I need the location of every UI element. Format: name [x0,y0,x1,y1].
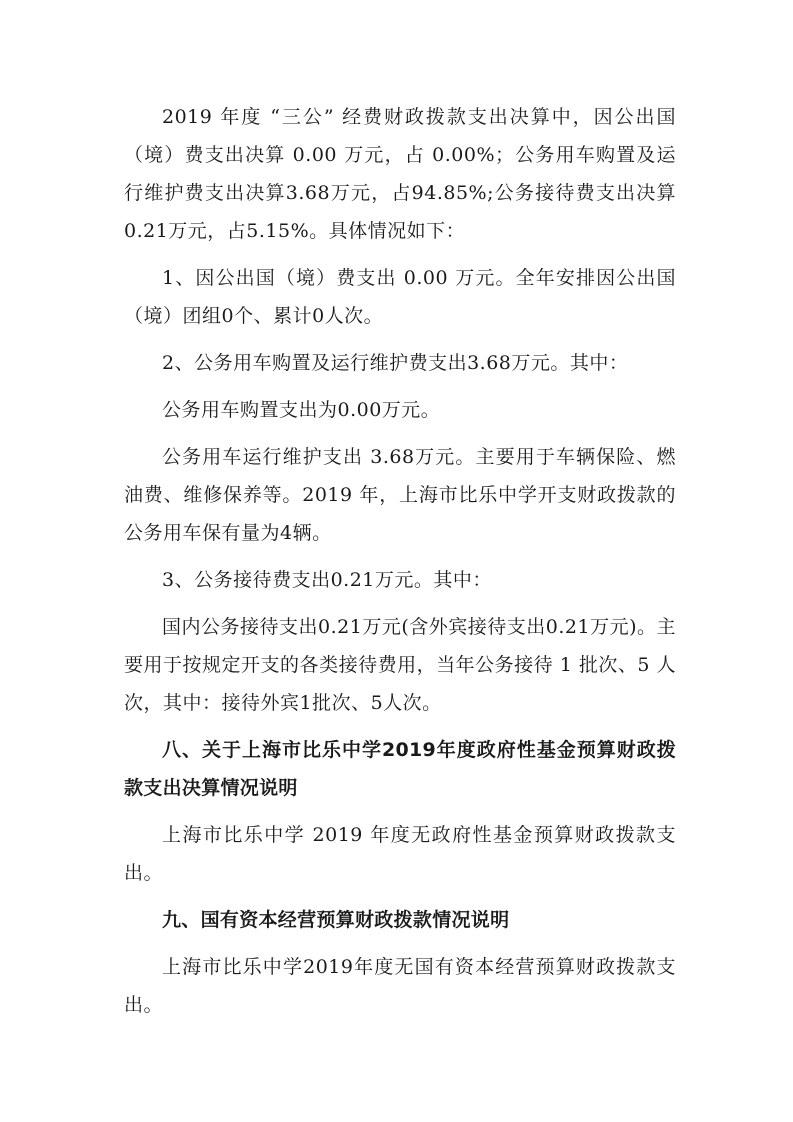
paragraph-vehicle-expenses: 2、公务用车购置及运行维护费支出3.68万元。其中： [162,352,629,374]
document-body [124,98,676,1033]
section-9-heading: 九、国有资本经营预算财政拨款情况说明 [162,909,510,931]
paragraph-vehicle-maintenance: 公务用车运行维护支出 3.68万元。主要用于车辆保险、燃油费、维修保养等。2019 年，上海市比乐中学开支财政拨款的公务用车保有量为4辆。 [124,446,676,544]
paragraph-vehicle-purchase: 公务用车购置支出为0.00万元。 [162,399,441,421]
paragraph-overseas-travel: 1、因公出国（境）费支出 0.00 万元。全年安排因公出国（境）团组0个、累计0人次。 [124,267,676,327]
paragraph-domestic-reception: 国内公务接待支出0.21万元(含外宾接待支出0.21万元)。主要用于按规定开支的各类接待费用，当年公务接待 1 批次、5 人次，其中：接待外宾1批次、5人次。 [124,616,676,714]
paragraph-reception-expenses: 3、公务接待费支出0.21万元。其中： [162,569,492,591]
section-9-body: 上海市比乐中学2019年度无国有资本经营预算财政拨款支出。 [124,956,676,1016]
section-8-heading: 八、关于上海市比乐中学2019年度政府性基金预算财政拨款支出决算情况说明 [124,739,676,799]
paragraph-three-public-expenses-summary: 2019 年度 “三公” 经费财政拨款支出决算中，因公出国（境）费支出决算 0.00 万元，占 0.00%；公务用车购置及运行维护费支出决算3.68万元，占94.85%;公务接待费支出决算0.21万元，占5.15%。具体情况如下： [124,106,676,242]
section-8-body: 上海市比乐中学 2019 年度无政府性基金预算财政拨款支出。 [124,824,676,884]
